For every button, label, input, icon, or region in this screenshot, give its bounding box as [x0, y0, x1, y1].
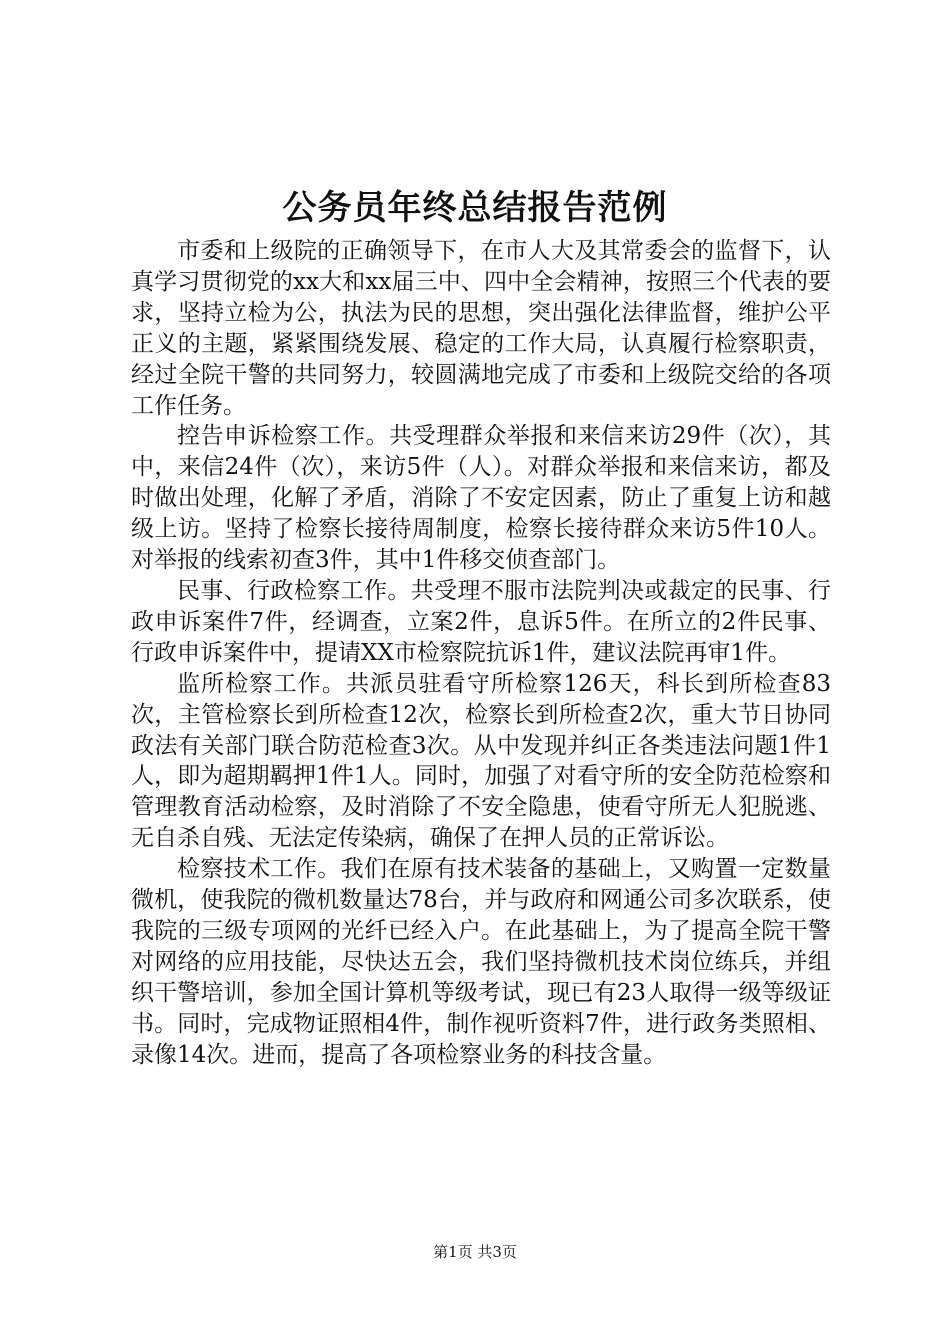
- paragraph-technology: 检察技术工作。我们在原有技术装备的基础上，又购置一定数量微机，使我院的微机数量达78台，并与政府和网通公司多次联系，使我院的三级专项网的光纤已经入户。在此基础上，为了提高全院干警对网络的应用技能，尽快达五会，我们坚持微机技术岗位练兵，并组织干警培训，参加全国计算机等级考试，现已有23人取得一级等级证书。同时，完成物证照相4件，制作视听资料7件，进行政务类照相、录像14次。进而，提高了各项检察业务的科技含量。: [131, 856, 831, 1068]
- paragraph-civil-administrative: 民事、行政检察工作。共受理不服市法院判决或裁定的民事、行政申诉案件7件，经调查，立案2件，息诉5件。在所立的2件民事、行政申诉案件中，提请XX市检察院抗诉1件，建议法院再审1件。: [131, 577, 831, 666]
- paragraph-complaint-petition: 控告申诉检察工作。共受理群众举报和来信来访29件（次），其中，来信24件（次），来访5件（人）。对群众举报和来信来访，都及时做出处理，化解了矛盾，消除了不安定因素，防止了重复上访和越级上访。坚持了检察长接待周制度，检察长接待群众来访5件10人。对举报的线索初查3件，其中1件移交侦查部门。: [131, 423, 831, 574]
- document-title: 公务员年终总结报告范例: [282, 188, 668, 228]
- paragraph-intro: 市委和上级院的正确领导下，在市人大及其常委会的监督下，认真学习贯彻党的xx大和xx届三中、四中全会精神，按照三个代表的要求，坚持立检为公，执法为民的思想，突出强化法律监督，维护公平正义的主题，紧紧围绕发展、稳定的工作大局，认真履行检察职责，经过全院干警的共同努力，较圆满地完成了市委和上级院交给的各项工作任务。: [131, 238, 831, 419]
- document-body: [131, 236, 831, 1070]
- page-footer: [0, 1240, 950, 1264]
- page-indicator: 第1页 共3页: [433, 1243, 517, 1261]
- paragraph-detention-supervision: 监所检察工作。共派员驻看守所检察126天，科长到所检查83次，主管检察长到所检查12次，检察长到所检查2次，重大节日协同政法有关部门联合防范检查3次。从中发现并纠正各类违法问题1件1人，即为超期羁押1件1人。同时，加强了对看守所的安全防范检察和管理教育活动检察，及时消除了不安全隐患，使看守所无人犯脱逃、无自杀自残、无法定传染病，确保了在押人员的正常诉讼。: [131, 670, 831, 852]
